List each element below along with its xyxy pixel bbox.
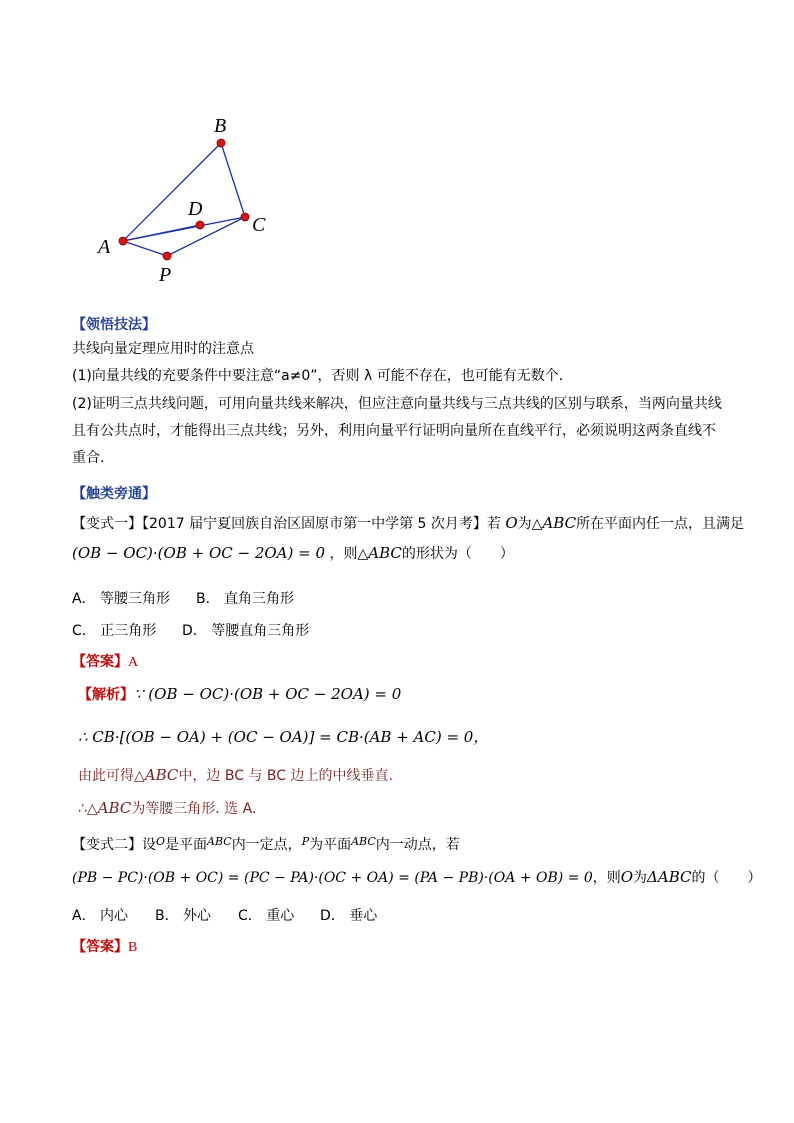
point-o: O: [505, 514, 518, 532]
variant2-stem: 设: [142, 837, 156, 853]
answer-value: B: [128, 940, 138, 955]
segment-ap: [123, 241, 167, 256]
variant1-condition: [72, 544, 514, 563]
variant2-label: 【变式二】: [72, 837, 142, 853]
section-heading-pangtong: 【触类旁通】: [72, 486, 156, 502]
label-p: P: [159, 264, 172, 286]
analysis-line-3: [78, 766, 393, 785]
vector-equation: (OB − OC)·(OB + OC − 2OA) = 0: [72, 544, 326, 562]
tip-item-2-line-1: (2)证明三点共线问题，可用向量共线来解决，但应注意向量共线与三点共线的区别与联系，当两向量共线: [72, 396, 722, 412]
answer-value: A: [128, 655, 139, 670]
triangle-abc: ABC: [207, 835, 232, 848]
point-b: [217, 139, 225, 147]
variant2-stem: 内一动点，若: [375, 837, 460, 853]
option-b: B． 外心: [155, 908, 212, 924]
geometry-figure: [80, 105, 300, 290]
point-p: P: [301, 835, 310, 848]
point-c: [241, 213, 249, 221]
answer: [72, 938, 137, 957]
variant2-stem: 是平面: [165, 837, 208, 853]
option-a: A． 内心: [72, 908, 129, 924]
point-o: O: [620, 868, 634, 886]
label-c: C: [252, 214, 266, 236]
tip-item-1: (1)向量共线的充要条件中要注意“a≠0”，否则 λ 可能不存在，也可能有无数个．: [72, 368, 573, 384]
variant2-stem: 内一定点，: [231, 837, 302, 853]
variant1-question: [72, 514, 744, 533]
answer-label: 【答案】: [72, 939, 128, 955]
segment-ab: [123, 143, 221, 241]
analysis-text: 由此可得△: [78, 768, 145, 784]
variant1-stem: 的形状为（ ）: [401, 546, 514, 562]
segment-bc: [221, 143, 245, 217]
analysis-line-2: [78, 728, 488, 747]
triangle-abc: ABC: [97, 799, 132, 817]
option-d: D． 垂心: [320, 908, 378, 924]
variant2-stem: 的（ ）: [691, 870, 762, 886]
variant1-stem: 若: [486, 516, 501, 532]
section-heading-jiqiao: 【领悟技法】: [72, 317, 156, 333]
answer-label: 【答案】: [72, 654, 128, 670]
label-d: D: [188, 198, 203, 220]
point-a: [119, 237, 127, 245]
vector-equation: (PB − PC)·(OB + OC) = (PC − PA)·(OC + OA) = (PA − PB)·(OA + OB) = 0: [72, 870, 593, 886]
variant2-stem: ，则: [592, 870, 621, 886]
tip-item-2-line-2: 且有公共点时，才能得出三点共线；另外，利用向量平行证明向量所在直线平行，必须说明这两条直线不: [72, 423, 716, 439]
point-p: [163, 252, 171, 260]
triangle-abc: ABC: [542, 514, 577, 532]
analysis-equation-1: ∵ (OB − OC)·(OB + OC − 2OA) = 0: [134, 685, 402, 703]
variant1-stem: 所在平面内任一点，且满足: [576, 516, 745, 532]
variant2-stem: 为: [633, 870, 648, 886]
point-d: [196, 221, 204, 229]
analysis-text: ∴△: [78, 801, 98, 817]
segment-pc: [167, 217, 245, 256]
option-c: C． 正三角形: [72, 623, 157, 639]
tip-item-2-line-3: 重合．: [72, 450, 114, 466]
point-o: O: [156, 835, 166, 848]
segment-ad: [123, 225, 200, 241]
variant2-stem: 为平面: [309, 837, 352, 853]
analysis-text: 中，边 BC 与 BC 边上的中线垂直.: [178, 768, 393, 784]
variant1-stem: 为△: [517, 516, 543, 532]
section-title: 共线向量定理应用时的注意点: [72, 341, 254, 357]
variant2-question: [72, 833, 460, 854]
option-c: C． 重心: [238, 908, 295, 924]
option-d: D． 等腰直角三角形: [182, 623, 310, 639]
analysis-text: 为等腰三角形. 选 A.: [131, 801, 257, 817]
option-a: A． 等腰三角形: [72, 591, 171, 607]
analysis-line-1: [78, 685, 401, 704]
answer: [72, 653, 138, 672]
triangle-abc: ABC: [368, 544, 402, 562]
option-b: B． 直角三角形: [196, 591, 295, 607]
analysis-label: 【解析】: [78, 687, 134, 703]
variant2-condition: [72, 868, 762, 887]
triangle-abc: ABC: [144, 766, 179, 784]
variant1-label: 【变式一】: [72, 516, 142, 532]
variant1-source: 【2017 届宁夏回族自治区固原市第一中学第 5 次月考】: [142, 516, 487, 532]
analysis-equation-2: ∴ CB·[(OB − OA) + (OC − OA)] = CB·(AB + AC) = 0，: [78, 728, 489, 746]
label-a: A: [98, 236, 111, 258]
triangle-abc: ABC: [351, 835, 376, 848]
triangle-abc: ΔABC: [647, 868, 692, 886]
analysis-line-4: [78, 799, 256, 818]
variant1-stem: ，则△: [329, 546, 369, 562]
label-b: B: [214, 115, 227, 137]
